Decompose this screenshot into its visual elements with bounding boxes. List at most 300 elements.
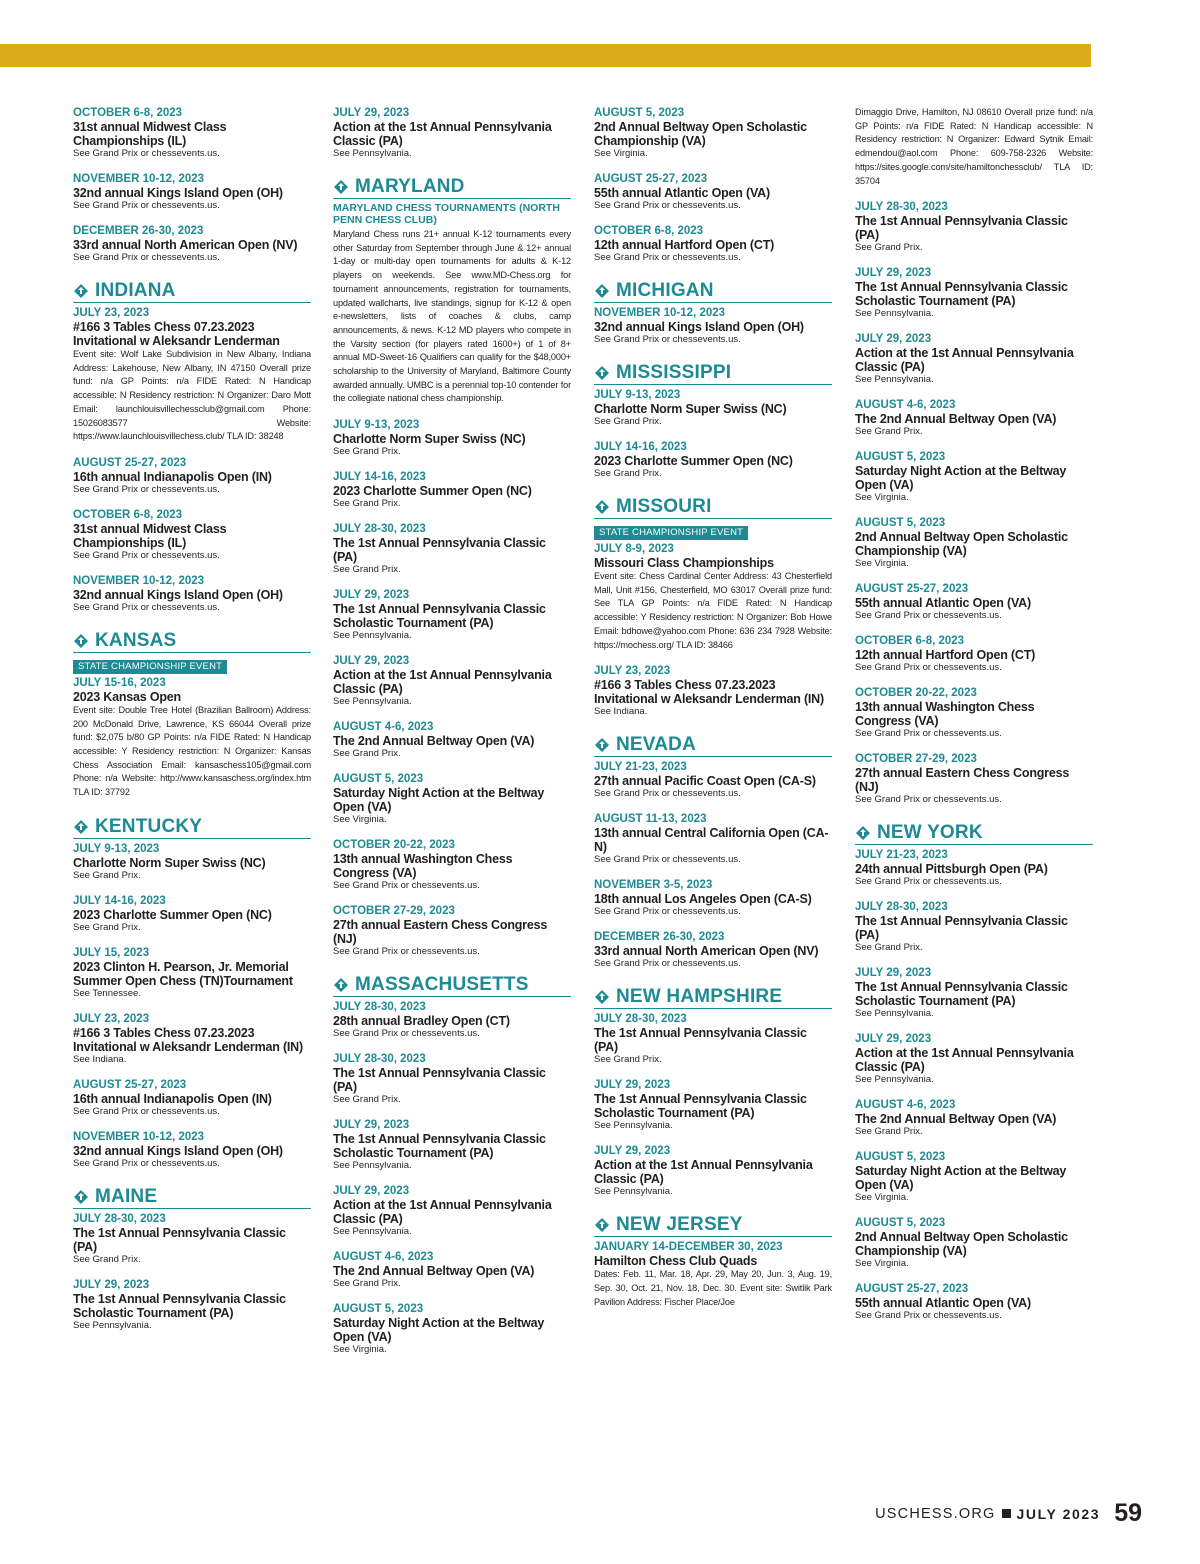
event-date: AUGUST 5, 2023 xyxy=(855,451,946,464)
event-note: See Grand Prix or chessevents.us. xyxy=(333,946,480,958)
event-note: See Grand Prix or chessevents.us. xyxy=(855,794,1002,806)
state-name: NEW HAMPSHIRE xyxy=(616,986,783,1008)
event-title: 16th annual Indianapolis Open (IN) xyxy=(73,1091,272,1106)
event-title: Action at the 1st Annual Pennsylvania Classic (PA) xyxy=(594,1158,813,1187)
event-title: 27th annual Eastern Chess Congress (NJ) xyxy=(855,766,1070,795)
event-listing xyxy=(333,588,571,642)
event-title: 32nd annual Kings Island Open (OH) xyxy=(73,186,283,200)
event-listing xyxy=(855,516,1093,570)
event-title: #166 3 Tables Chess 07.23.2023 Invitational w Aleksandr Lenderman xyxy=(73,320,280,348)
event-listing xyxy=(73,894,311,934)
event-title: The 2nd Annual Beltway Open (VA) xyxy=(333,1264,535,1279)
event-note: See Grand Prix or chessevents.us. xyxy=(855,1310,1002,1322)
event-date: JULY 29, 2023 xyxy=(855,1033,932,1046)
state-championship-badge: STATE CHAMPIONSHIP EVENT xyxy=(73,660,227,674)
event-date: JULY 28-30, 2023 xyxy=(594,1013,687,1026)
event-title: #166 3 Tables Chess 07.23.2023 Invitational w Aleksandr Lenderman (IN) xyxy=(594,678,824,707)
event-note: See Grand Prix or chessevents.us. xyxy=(333,880,480,892)
column-3 xyxy=(594,106,832,1321)
state-section-header xyxy=(594,986,832,1009)
event-date: AUGUST 5, 2023 xyxy=(594,107,685,119)
event-date: JULY 23, 2023 xyxy=(73,1012,150,1025)
event-note: See Pennsylvania. xyxy=(594,1120,673,1132)
chess-piece-icon xyxy=(73,819,89,835)
state-name: MARYLAND xyxy=(355,176,465,197)
event-title: 2nd Annual Beltway Open Scholastic Championship (VA) xyxy=(855,530,1068,559)
event-title: The 1st Annual Pennsylvania Classic Scholastic Tournament (PA) xyxy=(855,980,1068,1009)
event-title: The 2nd Annual Beltway Open (VA) xyxy=(855,1112,1057,1127)
state-section-header xyxy=(855,822,1093,845)
description-paragraph: Dimaggio Drive, Hamilton, NJ 08610 Overall prize fund: n/a GP Points: n/a FIDE Rated: N Handicap accessible: N Residency restriction: N Organizer: Edward Sytnik Email: edmendou@aol.com Phone: 609-758-2326 Website: https://sites.google.com/site/hamiltonchessclub/ TLA ID: 35704 xyxy=(855,107,1093,186)
event-listing xyxy=(855,848,1093,888)
event-date: JULY 23, 2023 xyxy=(594,665,671,678)
event-note: See Grand Prix or chessevents.us. xyxy=(73,1157,220,1169)
event-title: 2nd Annual Beltway Open Scholastic Championship (VA) xyxy=(855,1230,1068,1259)
event-title: 16th annual Indianapolis Open (IN) xyxy=(73,469,272,484)
event-note: See Grand Prix. xyxy=(333,1278,401,1290)
event-listing xyxy=(73,946,311,1000)
event-date: AUGUST 5, 2023 xyxy=(333,1303,424,1316)
event-note: See Virginia. xyxy=(855,558,909,570)
event-title: Action at the 1st Annual Pennsylvania Classic (PA) xyxy=(855,1046,1074,1075)
event-note: See Pennsylvania. xyxy=(855,374,934,386)
event-date: NOVEMBER 10-12, 2023 xyxy=(73,1130,205,1143)
event-listing xyxy=(855,450,1093,504)
event-title: Missouri Class Championships xyxy=(594,556,774,570)
state-section-header xyxy=(333,974,571,997)
event-title: 28th annual Bradley Open (CT) xyxy=(333,1014,510,1029)
event-note: See Pennsylvania. xyxy=(855,1074,934,1086)
event-listing xyxy=(333,838,571,892)
event-listing xyxy=(594,664,832,718)
event-date: OCTOBER 6-8, 2023 xyxy=(73,107,183,119)
event-note: See Grand Prix. xyxy=(333,564,401,576)
event-listing xyxy=(333,1302,571,1356)
event-note: See Grand Prix or chessevents.us. xyxy=(855,662,1002,674)
event-title: The 1st Annual Pennsylvania Classic Scholastic Tournament (PA) xyxy=(333,1132,546,1161)
event-listing xyxy=(333,470,571,510)
event-date: OCTOBER 6-8, 2023 xyxy=(73,508,183,521)
event-listing xyxy=(594,878,832,918)
event-note: See Grand Prix. xyxy=(594,1054,662,1066)
event-note: See Grand Prix or chessevents.us. xyxy=(73,1105,220,1117)
event-title: Action at the 1st Annual Pennsylvania Classic (PA) xyxy=(333,1198,552,1227)
event-date: AUGUST 25-27, 2023 xyxy=(73,1078,187,1091)
event-note: See Grand Prix. xyxy=(73,1253,141,1265)
chess-piece-icon xyxy=(333,977,349,993)
event-note: See Pennsylvania. xyxy=(594,1186,673,1198)
event-listing xyxy=(73,676,311,800)
event-listing xyxy=(855,332,1093,386)
chess-piece-icon xyxy=(594,737,610,753)
event-title: Action at the 1st Annual Pennsylvania Classic (PA) xyxy=(333,120,552,148)
event-date: AUGUST 11-13, 2023 xyxy=(594,813,707,826)
state-section-header xyxy=(73,1186,311,1209)
event-title: 2023 Kansas Open xyxy=(73,689,181,704)
event-note: See Grand Prix or chessevents.us. xyxy=(73,549,220,561)
event-note: See Pennsylvania. xyxy=(333,1160,412,1172)
event-date: OCTOBER 27-29, 2023 xyxy=(855,753,977,766)
event-title: #166 3 Tables Chess 07.23.2023 Invitational w Aleksandr Lenderman (IN) xyxy=(73,1025,303,1054)
event-note: See Pennsylvania. xyxy=(73,1319,152,1331)
chess-piece-icon xyxy=(333,179,349,195)
event-listing xyxy=(333,1000,571,1040)
event-date: JULY 29, 2023 xyxy=(855,967,932,980)
event-date: JULY 28-30, 2023 xyxy=(333,1053,426,1066)
event-title: Saturday Night Action at the Beltway Open (VA) xyxy=(333,1316,545,1345)
event-date: JULY 29, 2023 xyxy=(855,267,932,280)
event-date: JULY 15-16, 2023 xyxy=(73,676,166,689)
event-note: See Grand Prix or chessevents.us. xyxy=(594,854,741,866)
state-section-header xyxy=(73,630,311,653)
event-note: See Virginia. xyxy=(333,1344,387,1356)
event-listing xyxy=(73,306,311,444)
event-date: JULY 29, 2023 xyxy=(594,1079,671,1092)
column-4 xyxy=(855,106,1093,1334)
event-listing xyxy=(73,224,311,264)
event-note: See Virginia. xyxy=(594,148,648,159)
state-name: MAINE xyxy=(95,1185,158,1207)
event-title: Hamilton Chess Club Quads xyxy=(594,1254,758,1269)
event-title: Saturday Night Action at the Beltway Open (VA) xyxy=(855,464,1067,493)
event-date: JULY 28-30, 2023 xyxy=(855,201,948,214)
state-section-header xyxy=(594,496,832,519)
state-name: KANSAS xyxy=(95,629,177,651)
event-date: JULY 9-13, 2023 xyxy=(594,389,681,401)
event-listing xyxy=(73,574,311,614)
event-listing xyxy=(73,172,311,212)
event-listing xyxy=(73,1012,311,1066)
event-note: See Grand Prix or chessevents.us. xyxy=(855,728,1002,740)
event-listing xyxy=(333,1184,571,1238)
event-note: See Grand Prix or chessevents.us. xyxy=(594,958,741,970)
chess-piece-icon xyxy=(73,1189,89,1205)
event-note: See Indiana. xyxy=(594,706,648,718)
event-date: JULY 14-16, 2023 xyxy=(594,441,687,453)
event-note: See Grand Prix. xyxy=(855,242,923,254)
event-title: The 1st Annual Pennsylvania Classic Scholastic Tournament (PA) xyxy=(333,602,546,631)
event-title: 55th annual Atlantic Open (VA) xyxy=(855,1296,1031,1311)
event-listing xyxy=(73,1212,311,1266)
event-title: 13th annual Washington Chess Congress (VA) xyxy=(333,852,513,881)
event-title: Action at the 1st Annual Pennsylvania Classic (PA) xyxy=(333,668,552,697)
event-title: The 1st Annual Pennsylvania Classic (PA) xyxy=(333,536,546,565)
event-listing xyxy=(594,1240,832,1309)
event-note: See Virginia. xyxy=(855,1192,909,1204)
event-note: See Grand Prix. xyxy=(855,426,923,438)
event-date: JULY 28-30, 2023 xyxy=(333,1001,426,1014)
event-date: JULY 9-13, 2023 xyxy=(333,419,420,432)
event-title: The 1st Annual Pennsylvania Classic (PA) xyxy=(333,1066,546,1095)
event-title: The 1st Annual Pennsylvania Classic Scholastic Tournament (PA) xyxy=(594,1092,807,1121)
event-date: JANUARY 14-DECEMBER 30, 2023 xyxy=(594,1241,783,1254)
event-date: JULY 29, 2023 xyxy=(333,589,410,602)
event-date: AUGUST 4-6, 2023 xyxy=(855,1099,956,1112)
event-note: See Grand Prix or chessevents.us. xyxy=(73,200,220,211)
event-title: 32nd annual Kings Island Open (OH) xyxy=(594,320,804,334)
event-title: The 2nd Annual Beltway Open (VA) xyxy=(855,412,1057,427)
event-date: JULY 28-30, 2023 xyxy=(73,1212,166,1225)
state-name: INDIANA xyxy=(95,280,176,301)
state-championship-badge: STATE CHAMPIONSHIP EVENT xyxy=(594,526,748,540)
event-listing xyxy=(594,440,832,480)
event-date: AUGUST 25-27, 2023 xyxy=(73,456,187,469)
event-title: Charlotte Norm Super Swiss (NC) xyxy=(333,432,526,447)
event-title: 32nd annual Kings Island Open (OH) xyxy=(73,1143,283,1158)
event-title: 31st annual Midwest Class Championships (IL) xyxy=(73,521,227,550)
column-2 xyxy=(333,106,571,1368)
event-date: NOVEMBER 3-5, 2023 xyxy=(594,879,713,892)
state-name: MISSOURI xyxy=(616,496,712,517)
state-name: MICHIGAN xyxy=(616,280,714,301)
event-date: JULY 9-13, 2023 xyxy=(73,842,160,855)
badge-row xyxy=(73,656,311,676)
event-title: The 1st Annual Pennsylvania Classic (PA) xyxy=(855,914,1068,943)
event-date: JULY 23, 2023 xyxy=(73,307,150,319)
event-listing xyxy=(855,966,1093,1020)
event-date: JULY 14-16, 2023 xyxy=(73,894,166,907)
event-note: See Tennessee. xyxy=(73,987,141,999)
event-listing xyxy=(855,686,1093,740)
event-date: JULY 8-9, 2023 xyxy=(594,543,674,555)
event-date: JULY 14-16, 2023 xyxy=(333,471,426,484)
event-date: JULY 29, 2023 xyxy=(855,333,932,346)
event-listing xyxy=(594,224,832,264)
event-date: JULY 29, 2023 xyxy=(333,107,410,119)
event-title: The 1st Annual Pennsylvania Classic (PA) xyxy=(73,1225,286,1254)
event-listing xyxy=(855,1150,1093,1204)
event-listing xyxy=(855,900,1093,954)
event-title: 27th annual Pacific Coast Open (CA-S) xyxy=(594,774,816,789)
event-date: AUGUST 5, 2023 xyxy=(855,1217,946,1230)
square-separator-icon xyxy=(1002,1509,1011,1518)
event-title: 24th annual Pittsburgh Open (PA) xyxy=(855,862,1048,877)
event-note: See Virginia. xyxy=(333,814,387,826)
event-details: Event site: Chess Cardinal Center Address: 43 Chesterfield Mall, Unit #156, Chesterfield, MO 63017 Overall prize fund: See TLA GP Points: n/a FIDE Rated: N Handicap accessible: Y Residency restriction: N Organizer: Bob Howe Email: bdhowe@yahoo.com Phone: 636 234 7928 Website: https://mochess.org/ TLA ID: 38466 xyxy=(594,571,832,650)
event-listing xyxy=(73,1278,311,1332)
event-note: See Grand Prix or chessevents.us. xyxy=(73,601,220,613)
state-name: NEW YORK xyxy=(877,822,983,844)
event-date: AUGUST 5, 2023 xyxy=(855,1151,946,1164)
chess-piece-icon xyxy=(594,365,610,381)
event-note: See Grand Prix or chessevents.us. xyxy=(594,788,741,800)
event-date: NOVEMBER 10-12, 2023 xyxy=(73,574,205,587)
state-section-header xyxy=(594,734,832,757)
chess-piece-icon xyxy=(594,499,610,515)
event-note: See Pennsylvania. xyxy=(333,148,412,159)
event-note: See Grand Prix or chessevents.us. xyxy=(73,483,220,495)
event-note: See Grand Prix or chessevents.us. xyxy=(73,252,220,263)
state-section-header xyxy=(333,176,571,199)
event-date: JULY 15, 2023 xyxy=(73,946,150,959)
event-date: AUGUST 5, 2023 xyxy=(333,773,424,786)
event-note: See Virginia. xyxy=(855,1258,909,1270)
event-date: DECEMBER 26-30, 2023 xyxy=(73,225,204,237)
event-title: The 1st Annual Pennsylvania Classic Scholastic Tournament (PA) xyxy=(855,280,1068,309)
event-listing xyxy=(333,106,571,160)
event-note: See Pennsylvania. xyxy=(333,1226,412,1238)
event-date: NOVEMBER 10-12, 2023 xyxy=(594,307,726,319)
event-date: JULY 29, 2023 xyxy=(333,655,410,668)
event-date: OCTOBER 6-8, 2023 xyxy=(594,225,704,237)
state-name: KENTUCKY xyxy=(95,815,203,837)
event-title: Charlotte Norm Super Swiss (NC) xyxy=(73,855,266,870)
page-number: 59 xyxy=(1114,1499,1142,1527)
event-title: 12th annual Hartford Open (CT) xyxy=(594,238,775,252)
chess-piece-icon xyxy=(594,989,610,1005)
event-note: See Grand Prix or chessevents.us. xyxy=(594,252,741,263)
event-date: AUGUST 25-27, 2023 xyxy=(855,583,969,596)
event-title: The 1st Annual Pennsylvania Classic (PA) xyxy=(855,214,1068,243)
state-name: NEW JERSEY xyxy=(616,1214,743,1236)
event-note: See Grand Prix. xyxy=(333,1094,401,1106)
event-listing xyxy=(855,634,1093,674)
event-listing xyxy=(855,582,1093,622)
event-listing xyxy=(333,904,571,958)
footer-issue-date: JULY 2023 xyxy=(1016,1505,1101,1522)
event-listing xyxy=(333,720,571,760)
state-section-header xyxy=(73,280,311,303)
event-note: See Indiana. xyxy=(73,1053,127,1065)
chess-piece-icon xyxy=(594,283,610,299)
event-date: AUGUST 5, 2023 xyxy=(855,517,946,530)
event-listing xyxy=(594,1012,832,1066)
event-date: JULY 21-23, 2023 xyxy=(594,761,687,774)
event-details: Dates: Feb. 11, Mar. 18, Apr. 29, May 20, Jun. 3, Aug. 19, Sep. 30, Oct. 21, Nov. 18, Dec. 30. Event site: Switlik Park Pavilion Address: Fischer Place/Joe xyxy=(594,1269,832,1307)
event-title: 2023 Charlotte Summer Open (NC) xyxy=(594,454,793,468)
event-date: OCTOBER 20-22, 2023 xyxy=(333,839,455,852)
event-listing xyxy=(333,522,571,576)
event-note: See Grand Prix or chessevents.us. xyxy=(855,876,1002,888)
event-listing xyxy=(73,1130,311,1170)
event-date: NOVEMBER 10-12, 2023 xyxy=(73,173,205,185)
state-name: NEVADA xyxy=(616,734,697,756)
state-section-header xyxy=(73,816,311,839)
event-title: 27th annual Eastern Chess Congress (NJ) xyxy=(333,918,548,947)
event-title: 32nd annual Kings Island Open (OH) xyxy=(73,587,283,602)
event-date: AUGUST 25-27, 2023 xyxy=(855,1283,969,1296)
event-title: 2023 Charlotte Summer Open (NC) xyxy=(73,907,272,922)
event-note: See Virginia. xyxy=(855,492,909,504)
event-title: The 1st Annual Pennsylvania Classic Scholastic Tournament (PA) xyxy=(73,1291,286,1320)
event-title: 2023 Charlotte Summer Open (NC) xyxy=(333,484,532,499)
state-section-header xyxy=(594,1214,832,1237)
event-note: See Pennsylvania. xyxy=(333,630,412,642)
event-date: OCTOBER 6-8, 2023 xyxy=(855,635,965,648)
footer-site: USCHESS.ORG xyxy=(875,1505,996,1522)
chess-piece-icon xyxy=(73,633,89,649)
event-listing xyxy=(855,1216,1093,1270)
event-note: See Grand Prix or chessevents.us. xyxy=(594,906,741,918)
state-section-header xyxy=(594,280,832,303)
event-listing xyxy=(594,1078,832,1132)
event-listing xyxy=(594,812,832,866)
event-listing xyxy=(73,508,311,562)
event-listing xyxy=(333,418,571,458)
event-listing xyxy=(855,1098,1093,1138)
event-title: 31st annual Midwest Class Championships (IL) xyxy=(73,120,227,148)
event-details: Event site: Double Tree Hotel (Brazilian Ballroom) Address: 200 McDonald Drive, Lawrence, KS 66044 Overall prize fund: $2,075 b/80 GP Points: n/a FIDE Rated: N Handicap accessible: Y Residency restriction: N Organizer: Kansas Chess Association Email: kansaschess105@gmail.com Phone: n/a Website: http://www.kansaschess.org/index.htm TLA ID: 37792 xyxy=(73,704,311,798)
event-listing xyxy=(855,1032,1093,1086)
event-note: See Pennsylvania. xyxy=(855,308,934,320)
event-date: AUGUST 4-6, 2023 xyxy=(333,721,434,734)
event-note: See Grand Prix. xyxy=(73,869,141,881)
event-date: JULY 29, 2023 xyxy=(73,1278,150,1291)
event-note: See Grand Prix. xyxy=(855,1126,923,1138)
event-date: JULY 21-23, 2023 xyxy=(855,849,948,862)
event-note: See Grand Prix or chessevents.us. xyxy=(594,334,741,345)
event-listing xyxy=(594,542,832,652)
event-title: Action at the 1st Annual Pennsylvania Classic (PA) xyxy=(855,346,1074,375)
column-1 xyxy=(73,106,311,1344)
event-title: 55th annual Atlantic Open (VA) xyxy=(855,596,1031,611)
description-paragraph: Maryland Chess runs 21+ annual K-12 tournaments every other Saturday from September through June & 12+ annual 1-day or multi-day open tournaments for adults & K-12 players on weekends. See www.MD-Chess.org for tournament announcements, registration for tournaments, updated wallcharts, live standings, signup for K-12 & open e-newsletters, lists of coaches & clubs, camp announcements, & news. K-12 MD players who compete in the Varsity section (for players rated 1600+) of 1 of 8+ annual MD-Sweet-16 Qualifiers can qualify for the $48,000+ scholarship to the University of Maryland, Baltimore County awarded annually. UMBC is a perennial top-10 contender for the collegiate national chess championship. xyxy=(333,229,571,404)
event-title: 12th annual Hartford Open (CT) xyxy=(855,648,1036,663)
event-details: Event site: Wolf Lake Subdivision in New Albany, Indiana Address: Lakehouse, New Albany, IN 47150 Overall prize fund: n/a GP Points: n/a FIDE Rated: N Handicap accessible: N Residency restriction: N Organizer: Daro Mott Email: launchlouisvillechessclub@gmail.com Phone: 15026083577 Website: https://www.launchlouisvillechess.club/ TLA ID: 38248 xyxy=(73,349,311,442)
chess-piece-icon xyxy=(594,1217,610,1233)
event-title: 13th annual Central California Open (CA-N) xyxy=(594,826,829,855)
event-listing xyxy=(855,398,1093,438)
state-name: MISSISSIPPI xyxy=(616,362,732,383)
event-date: JULY 29, 2023 xyxy=(333,1119,410,1132)
event-date: OCTOBER 20-22, 2023 xyxy=(855,687,977,700)
event-note: See Pennsylvania. xyxy=(333,696,412,708)
chess-piece-icon xyxy=(73,283,89,299)
state-name: MASSACHUSETTS xyxy=(355,974,529,996)
event-listing xyxy=(594,930,832,970)
badge-row xyxy=(594,522,832,542)
event-listing xyxy=(594,388,832,428)
chess-piece-icon xyxy=(855,825,871,841)
event-date: OCTOBER 27-29, 2023 xyxy=(333,905,455,918)
event-date: JULY 28-30, 2023 xyxy=(333,523,426,536)
event-date: AUGUST 4-6, 2023 xyxy=(855,399,956,412)
event-note: See Grand Prix. xyxy=(333,498,401,510)
event-title: 55th annual Atlantic Open (VA) xyxy=(594,186,770,200)
event-title: 33rd annual North American Open (NV) xyxy=(594,944,819,959)
event-listing xyxy=(333,1052,571,1106)
event-title: 33rd annual North American Open (NV) xyxy=(73,238,298,252)
section-subheading: MARYLAND CHESS TOURNAMENTS (NORTH PENN CHESS CLUB) xyxy=(333,202,560,226)
event-date: JULY 29, 2023 xyxy=(594,1145,671,1158)
event-note: See Grand Prix or chessevents.us. xyxy=(594,200,741,211)
event-title: The 1st Annual Pennsylvania Classic (PA) xyxy=(594,1026,807,1055)
state-section-header xyxy=(594,362,832,385)
event-title: 2nd Annual Beltway Open Scholastic Championship (VA) xyxy=(594,120,807,148)
event-date: AUGUST 4-6, 2023 xyxy=(333,1251,434,1264)
event-title: 2023 Clinton H. Pearson, Jr. Memorial Summer Open Chess (TN)Tournament xyxy=(73,959,293,988)
event-listing xyxy=(594,172,832,212)
event-note: See Grand Prix or chessevents.us. xyxy=(73,148,220,159)
event-listing xyxy=(73,456,311,496)
event-listing xyxy=(333,1118,571,1172)
event-date: JULY 28-30, 2023 xyxy=(855,901,948,914)
event-date: JULY 29, 2023 xyxy=(333,1185,410,1198)
event-note: See Grand Prix. xyxy=(73,921,141,933)
event-note: See Grand Prix. xyxy=(594,416,662,427)
event-title: The 2nd Annual Beltway Open (VA) xyxy=(333,734,535,749)
event-note: See Grand Prix. xyxy=(855,942,923,954)
event-listing xyxy=(594,760,832,800)
event-note: See Grand Prix or chessevents.us. xyxy=(333,1028,480,1040)
event-listing xyxy=(594,306,832,346)
event-listing xyxy=(333,654,571,708)
event-note: See Grand Prix. xyxy=(333,748,401,760)
event-listing xyxy=(855,1282,1093,1322)
event-listing xyxy=(855,200,1093,254)
event-note: See Grand Prix or chessevents.us. xyxy=(855,610,1002,622)
event-title: 18th annual Los Angeles Open (CA-S) xyxy=(594,892,812,907)
